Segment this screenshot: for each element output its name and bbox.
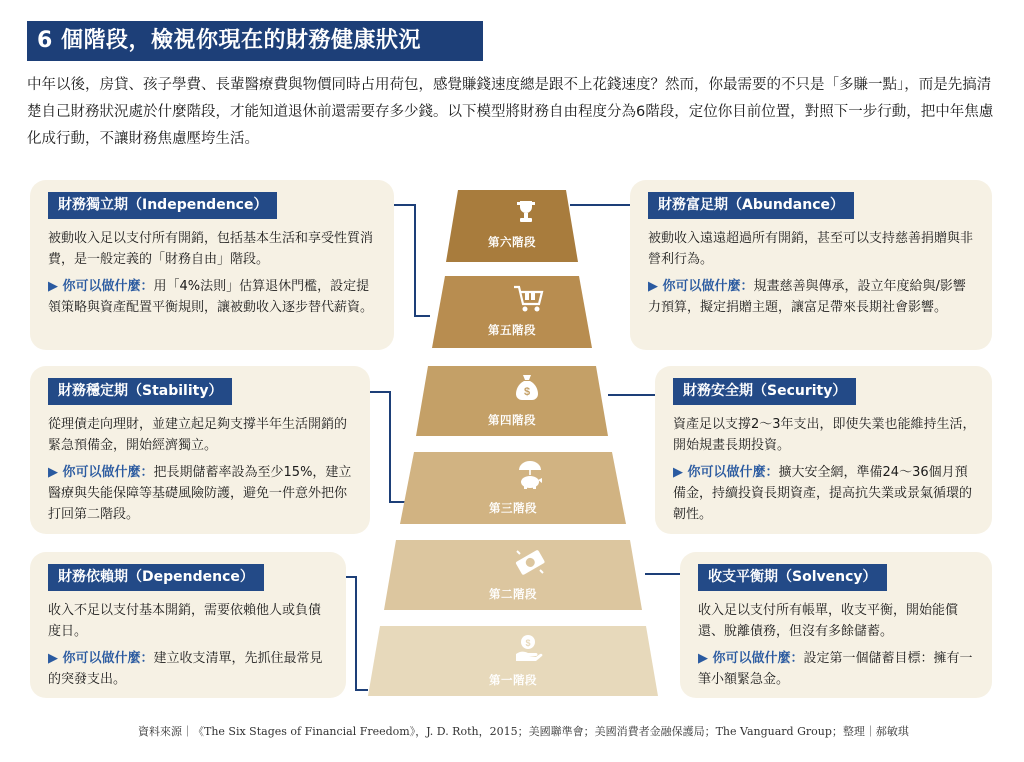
stage-label: 第三階段 — [489, 501, 537, 515]
card-title: 財務獨立期（Independence） — [48, 192, 277, 219]
card-tip — [48, 648, 332, 690]
stage-label: 第五階段 — [488, 323, 536, 337]
stage-label: 第六階段 — [488, 235, 536, 249]
card-dependence — [30, 552, 346, 698]
card-title: 財務富足期（Abundance） — [648, 192, 854, 219]
card-stability — [30, 366, 370, 534]
tip-label: ▶ 你可以做什麼： — [673, 465, 779, 480]
card-description: 從理債走向理財，並建立起足夠支撐半年生活開銷的緊急預備金，開始經濟獨立。 — [48, 417, 348, 453]
stage-1 — [368, 626, 658, 696]
tip-label: ▶ 你可以做什麼： — [48, 465, 154, 480]
connector-independence — [394, 205, 430, 316]
tip-label: ▶ 你可以做什麼： — [48, 279, 154, 294]
tip-text: 擴大安全網，準備24～36個月預備金，持續投資長期資產，提高抗失業或景氣循環的韌性。 — [673, 465, 973, 522]
source-citation: 資料來源｜《The Six Stages of Financial Freedom》，J. D. Roth，2015；美國聯準會；美國消費者金融保護局；The Vanguard Group；整理｜郝敏琪 — [138, 725, 909, 738]
card-abundance — [630, 180, 992, 350]
tip-label: ▶ 你可以做什麼： — [648, 279, 754, 294]
card-body — [673, 414, 978, 525]
card-body — [698, 600, 978, 690]
card-description: 資產足以支撐2～3年支出，即使失業也能維持生活，開始規畫長期投資。 — [673, 417, 976, 453]
card-body — [48, 228, 380, 318]
card-description: 被動收入遠遠超過所有開銷，甚至可以支持慈善捐贈與非營利行為。 — [648, 231, 974, 267]
stage-label: 第四階段 — [488, 413, 536, 427]
card-title: 財務穩定期（Stability） — [48, 378, 232, 405]
tip-text: 建立收支清單，先抓住最常見的突發支出。 — [48, 651, 323, 687]
card-body — [48, 600, 332, 690]
page-title: 6 個階段，檢視你現在的財務健康狀況 — [27, 21, 483, 61]
card-description: 收入不足以支付基本開銷，需要依賴他人或負債度日。 — [48, 603, 322, 639]
svg-text:$: $ — [525, 638, 531, 648]
stage-label: 第二階段 — [489, 587, 537, 601]
tip-text: 設定第一個儲蓄目標：擁有一筆小額緊急金。 — [698, 651, 973, 687]
intro-paragraph: 中年以後，房貸、孩子學費、長輩醫療費與物價同時占用荷包，感覺賺錢速度總是跟不上花錢速度？然而，你最需要的不只是「多賺一點」，而是先搞清楚自己財務狀況處於什麼階段，才能知道退休前還需要存多少錢。以下模型將財務自由程度分為6階段，定位你目前位置，對照下一步行動，把中年焦慮化成行動，不讓財務焦慮壓垮生活。 — [27, 77, 994, 147]
tip-label: ▶ 你可以做什麼： — [698, 651, 804, 666]
card-security — [655, 366, 992, 534]
card-tip — [48, 462, 356, 525]
card-tip — [48, 276, 380, 318]
card-tip — [673, 462, 978, 525]
stage-label: 第一階段 — [489, 673, 537, 687]
card-solvency — [680, 552, 992, 698]
card-title: 收支平衡期（Solvency） — [698, 564, 887, 591]
stage-4 — [416, 366, 608, 436]
card-description: 被動收入足以支付所有開銷，包括基本生活和享受性質消費，是一般定義的「財務自由」階段。 — [48, 231, 374, 267]
stage-2 — [384, 540, 642, 610]
card-tip — [648, 276, 978, 318]
card-tip — [698, 648, 978, 690]
stage-3 — [400, 452, 626, 524]
card-title: 財務安全期（Security） — [673, 378, 856, 405]
card-body — [48, 414, 356, 525]
tip-label: ▶ 你可以做什麼： — [48, 651, 154, 666]
card-description: 收入足以支付所有帳單，收支平衡，開始能償還、脫離債務，但沒有多餘儲蓄。 — [698, 603, 959, 639]
stage-6 — [446, 190, 578, 262]
svg-text:$: $ — [523, 386, 531, 398]
tip-text: 用「4%法則」估算退休門檻，設定提領策略與資產配置平衡規則，讓被動收入逐步替代薪資。 — [48, 279, 374, 315]
card-body — [648, 228, 978, 318]
stage-5 — [432, 276, 592, 348]
card-title: 財務依賴期（Dependence） — [48, 564, 264, 591]
card-independence — [30, 180, 394, 350]
tip-text: 把長期儲蓄率設為至少15%，建立醫療與失能保障等基礎風險防護，避免一件意外把你打回第二階段。 — [48, 465, 352, 522]
tip-text: 規畫慈善與傳承，設立年度給與/影響力預算，擬定捐贈主題，讓富足帶來長期社會影響。 — [648, 279, 966, 315]
connector-dependence — [346, 577, 368, 690]
